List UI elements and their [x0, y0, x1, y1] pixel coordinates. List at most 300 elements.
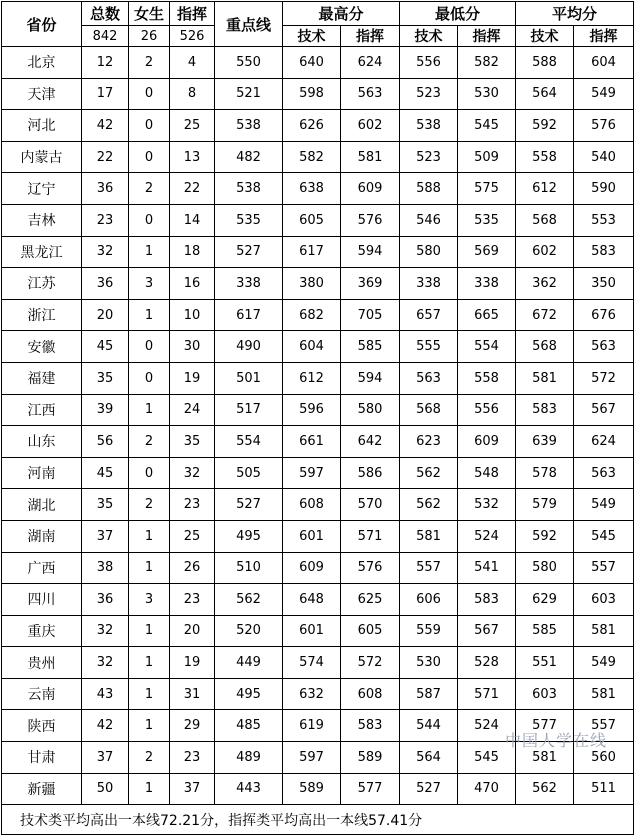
- table-row: [2, 299, 634, 331]
- lowest-tech-cell: 562: [400, 489, 458, 521]
- directive-cell: 4: [170, 47, 215, 79]
- highest-tech-cell: 574: [283, 647, 341, 679]
- province-cell: 新疆: [2, 773, 82, 805]
- average-cmd-cell: 576: [574, 110, 634, 142]
- female-cell: 1: [129, 520, 170, 552]
- total-cell: 17: [82, 78, 129, 110]
- lowest-cmd-cell: 556: [458, 394, 516, 426]
- average-cmd-cell: 583: [574, 236, 634, 268]
- average-cmd-cell: 549: [574, 647, 634, 679]
- average-tech-cell: 362: [516, 268, 574, 300]
- lowest-cmd-cell: 545: [458, 110, 516, 142]
- table-row: [2, 394, 634, 426]
- total-cell: 32: [82, 615, 129, 647]
- total-cell: 50: [82, 773, 129, 805]
- col-header-directive: 指挥: [170, 2, 215, 26]
- highest-tech-cell: 589: [283, 773, 341, 805]
- highest-tech-cell: 617: [283, 236, 341, 268]
- directive-cell: 32: [170, 457, 215, 489]
- highest-cmd-cell: 609: [341, 173, 400, 205]
- table-row: [2, 647, 634, 679]
- province-cell: 广西: [2, 552, 82, 584]
- highest-tech-cell: 608: [283, 489, 341, 521]
- average-cmd-header: 指挥: [574, 26, 634, 47]
- average-tech-cell: 581: [516, 362, 574, 394]
- total-cell: 20: [82, 299, 129, 331]
- highest-cmd-cell: 583: [341, 710, 400, 742]
- lowest-cmd-cell: 558: [458, 362, 516, 394]
- lowest-tech-cell: 657: [400, 299, 458, 331]
- total-cell: 37: [82, 520, 129, 552]
- average-cmd-cell: 557: [574, 552, 634, 584]
- lowest-cmd-cell: 583: [458, 584, 516, 616]
- key-line-cell: 495: [215, 520, 283, 552]
- table-row: [2, 678, 634, 710]
- lowest-tech-cell: 580: [400, 236, 458, 268]
- lowest-tech-cell: 559: [400, 615, 458, 647]
- table-row: [2, 552, 634, 584]
- lowest-cmd-cell: 665: [458, 299, 516, 331]
- total-cell: 35: [82, 362, 129, 394]
- average-tech-cell: 568: [516, 331, 574, 363]
- lowest-cmd-cell: 509: [458, 141, 516, 173]
- directive-cell: 18: [170, 236, 215, 268]
- female-cell: 2: [129, 742, 170, 774]
- lowest-cmd-cell: 532: [458, 489, 516, 521]
- lowest-tech-cell: 563: [400, 362, 458, 394]
- total-cell: 45: [82, 331, 129, 363]
- highest-tech-cell: 605: [283, 204, 341, 236]
- lowest-tech-cell: 606: [400, 584, 458, 616]
- directive-cell: 29: [170, 710, 215, 742]
- lowest-cmd-cell: 569: [458, 236, 516, 268]
- province-cell: 安徽: [2, 331, 82, 363]
- lowest-cmd-header: 指挥: [458, 26, 516, 47]
- province-cell: 吉林: [2, 204, 82, 236]
- total-cell: 36: [82, 268, 129, 300]
- female-cell: 1: [129, 710, 170, 742]
- header-row: [2, 2, 634, 26]
- table-row: [2, 426, 634, 458]
- female-cell: 1: [129, 236, 170, 268]
- average-cmd-cell: 560: [574, 742, 634, 774]
- key-line-cell: 443: [215, 773, 283, 805]
- directive-cell: 19: [170, 362, 215, 394]
- highest-tech-cell: 640: [283, 47, 341, 79]
- table-row: [2, 520, 634, 552]
- highest-cmd-cell: 572: [341, 647, 400, 679]
- average-cmd-cell: 350: [574, 268, 634, 300]
- province-cell: 黑龙江: [2, 236, 82, 268]
- average-tech-cell: 580: [516, 552, 574, 584]
- lowest-tech-cell: 523: [400, 78, 458, 110]
- highest-tech-cell: 597: [283, 457, 341, 489]
- province-cell: 甘肃: [2, 742, 82, 774]
- subheader-row: [2, 26, 634, 47]
- col-header-province: 省份: [2, 2, 82, 47]
- total-cell: 45: [82, 457, 129, 489]
- table-body: [2, 47, 634, 805]
- female-cell: 2: [129, 173, 170, 205]
- directive-cell: 20: [170, 615, 215, 647]
- highest-tech-cell: 598: [283, 78, 341, 110]
- total-sum: 842: [82, 26, 129, 47]
- table-row: [2, 331, 634, 363]
- key-line-cell: 517: [215, 394, 283, 426]
- female-cell: 1: [129, 647, 170, 679]
- average-cmd-cell: 676: [574, 299, 634, 331]
- lowest-cmd-cell: 548: [458, 457, 516, 489]
- highest-tech-header: 技术: [283, 26, 341, 47]
- key-line-cell: 510: [215, 552, 283, 584]
- table-row: [2, 78, 634, 110]
- female-cell: 3: [129, 584, 170, 616]
- highest-tech-cell: 604: [283, 331, 341, 363]
- total-cell: 43: [82, 678, 129, 710]
- directive-cell: 24: [170, 394, 215, 426]
- female-cell: 2: [129, 426, 170, 458]
- key-line-cell: 550: [215, 47, 283, 79]
- average-cmd-cell: 540: [574, 141, 634, 173]
- average-tech-cell: 578: [516, 457, 574, 489]
- highest-cmd-cell: 580: [341, 394, 400, 426]
- lowest-cmd-cell: 567: [458, 615, 516, 647]
- table-row: [2, 141, 634, 173]
- highest-cmd-cell: 571: [341, 520, 400, 552]
- note-row: [2, 805, 634, 835]
- lowest-cmd-cell: 545: [458, 742, 516, 774]
- key-line-cell: 490: [215, 331, 283, 363]
- female-cell: 0: [129, 362, 170, 394]
- lowest-cmd-cell: 530: [458, 78, 516, 110]
- province-cell: 湖南: [2, 520, 82, 552]
- female-cell: 1: [129, 552, 170, 584]
- lowest-tech-cell: 546: [400, 204, 458, 236]
- directive-cell: 23: [170, 584, 215, 616]
- highest-tech-cell: 596: [283, 394, 341, 426]
- female-cell: 1: [129, 394, 170, 426]
- lowest-cmd-cell: 535: [458, 204, 516, 236]
- table-row: [2, 615, 634, 647]
- directive-cell: 31: [170, 678, 215, 710]
- lowest-tech-cell: 556: [400, 47, 458, 79]
- lowest-tech-cell: 538: [400, 110, 458, 142]
- highest-cmd-cell: 624: [341, 47, 400, 79]
- highest-tech-cell: 648: [283, 584, 341, 616]
- average-cmd-cell: 603: [574, 584, 634, 616]
- highest-cmd-cell: 642: [341, 426, 400, 458]
- lowest-tech-cell: 338: [400, 268, 458, 300]
- average-cmd-cell: 557: [574, 710, 634, 742]
- average-cmd-cell: 545: [574, 520, 634, 552]
- female-sum: 26: [129, 26, 170, 47]
- highest-cmd-cell: 570: [341, 489, 400, 521]
- highest-tech-cell: 638: [283, 173, 341, 205]
- highest-tech-cell: 626: [283, 110, 341, 142]
- female-cell: 0: [129, 204, 170, 236]
- average-tech-cell: 583: [516, 394, 574, 426]
- province-cell: 江西: [2, 394, 82, 426]
- province-cell: 山东: [2, 426, 82, 458]
- highest-cmd-cell: 576: [341, 204, 400, 236]
- directive-cell: 8: [170, 78, 215, 110]
- highest-tech-cell: 682: [283, 299, 341, 331]
- female-cell: 1: [129, 299, 170, 331]
- province-cell: 重庆: [2, 615, 82, 647]
- highest-cmd-cell: 605: [341, 615, 400, 647]
- key-line-cell: 521: [215, 78, 283, 110]
- table-row: [2, 362, 634, 394]
- table-row: [2, 47, 634, 79]
- key-line-cell: 520: [215, 615, 283, 647]
- lowest-tech-cell: 587: [400, 678, 458, 710]
- key-line-cell: 505: [215, 457, 283, 489]
- highest-tech-cell: 609: [283, 552, 341, 584]
- highest-tech-cell: 582: [283, 141, 341, 173]
- key-line-cell: 482: [215, 141, 283, 173]
- province-cell: 四川: [2, 584, 82, 616]
- province-cell: 河南: [2, 457, 82, 489]
- average-tech-cell: 588: [516, 47, 574, 79]
- average-tech-header: 技术: [516, 26, 574, 47]
- key-line-cell: 535: [215, 204, 283, 236]
- highest-cmd-cell: 608: [341, 678, 400, 710]
- table-row: [2, 457, 634, 489]
- female-cell: 0: [129, 331, 170, 363]
- lowest-tech-cell: 568: [400, 394, 458, 426]
- lowest-tech-cell: 544: [400, 710, 458, 742]
- table-row: [2, 268, 634, 300]
- lowest-cmd-cell: 571: [458, 678, 516, 710]
- total-cell: 35: [82, 489, 129, 521]
- average-tech-cell: 603: [516, 678, 574, 710]
- total-cell: 36: [82, 173, 129, 205]
- directive-cell: 23: [170, 489, 215, 521]
- female-cell: 0: [129, 141, 170, 173]
- average-tech-cell: 592: [516, 520, 574, 552]
- lowest-tech-cell: 555: [400, 331, 458, 363]
- province-cell: 河北: [2, 110, 82, 142]
- average-cmd-cell: 511: [574, 773, 634, 805]
- key-line-cell: 495: [215, 678, 283, 710]
- average-cmd-cell: 572: [574, 362, 634, 394]
- key-line-cell: 501: [215, 362, 283, 394]
- total-cell: 36: [82, 584, 129, 616]
- key-line-cell: 527: [215, 489, 283, 521]
- total-cell: 23: [82, 204, 129, 236]
- lowest-tech-cell: 527: [400, 773, 458, 805]
- col-header-total: 总数: [82, 2, 129, 26]
- total-cell: 39: [82, 394, 129, 426]
- average-tech-cell: 581: [516, 742, 574, 774]
- highest-tech-cell: 597: [283, 742, 341, 774]
- table-row: [2, 236, 634, 268]
- admission-scores-table: [1, 1, 634, 835]
- directive-cell: 16: [170, 268, 215, 300]
- lowest-tech-cell: 581: [400, 520, 458, 552]
- lowest-tech-cell: 564: [400, 742, 458, 774]
- table-row: [2, 173, 634, 205]
- highest-cmd-cell: 594: [341, 236, 400, 268]
- lowest-tech-cell: 523: [400, 141, 458, 173]
- total-cell: 22: [82, 141, 129, 173]
- average-cmd-cell: 549: [574, 489, 634, 521]
- directive-cell: 35: [170, 426, 215, 458]
- table-row: [2, 773, 634, 805]
- col-header-lowest: 最低分: [400, 2, 516, 26]
- average-tech-cell: 577: [516, 710, 574, 742]
- key-line-cell: 489: [215, 742, 283, 774]
- average-tech-cell: 579: [516, 489, 574, 521]
- col-header-average: 平均分: [516, 2, 634, 26]
- directive-cell: 22: [170, 173, 215, 205]
- total-cell: 32: [82, 647, 129, 679]
- highest-tech-cell: 601: [283, 520, 341, 552]
- average-cmd-cell: 549: [574, 78, 634, 110]
- total-cell: 37: [82, 742, 129, 774]
- key-line-cell: 538: [215, 173, 283, 205]
- female-cell: 0: [129, 78, 170, 110]
- lowest-cmd-cell: 609: [458, 426, 516, 458]
- highest-cmd-header: 指挥: [341, 26, 400, 47]
- female-cell: 1: [129, 773, 170, 805]
- highest-cmd-cell: 594: [341, 362, 400, 394]
- col-header-key-line: 重点线: [215, 2, 283, 47]
- highest-cmd-cell: 576: [341, 552, 400, 584]
- col-header-female: 女生: [129, 2, 170, 26]
- total-cell: 42: [82, 110, 129, 142]
- province-cell: 北京: [2, 47, 82, 79]
- average-cmd-cell: 624: [574, 426, 634, 458]
- directive-sum: 526: [170, 26, 215, 47]
- directive-cell: 10: [170, 299, 215, 331]
- highest-cmd-cell: 581: [341, 141, 400, 173]
- province-cell: 陕西: [2, 710, 82, 742]
- directive-cell: 25: [170, 520, 215, 552]
- province-cell: 福建: [2, 362, 82, 394]
- female-cell: 0: [129, 110, 170, 142]
- directive-cell: 13: [170, 141, 215, 173]
- key-line-cell: 554: [215, 426, 283, 458]
- lowest-cmd-cell: 338: [458, 268, 516, 300]
- directive-cell: 30: [170, 331, 215, 363]
- average-cmd-cell: 590: [574, 173, 634, 205]
- directive-cell: 14: [170, 204, 215, 236]
- female-cell: 2: [129, 47, 170, 79]
- directive-cell: 25: [170, 110, 215, 142]
- average-cmd-cell: 563: [574, 331, 634, 363]
- key-line-cell: 485: [215, 710, 283, 742]
- highest-tech-cell: 380: [283, 268, 341, 300]
- highest-cmd-cell: 625: [341, 584, 400, 616]
- lowest-cmd-cell: 554: [458, 331, 516, 363]
- lowest-tech-cell: 557: [400, 552, 458, 584]
- province-cell: 江苏: [2, 268, 82, 300]
- key-line-cell: 449: [215, 647, 283, 679]
- total-cell: 38: [82, 552, 129, 584]
- highest-cmd-cell: 585: [341, 331, 400, 363]
- lowest-cmd-cell: 582: [458, 47, 516, 79]
- directive-cell: 26: [170, 552, 215, 584]
- table-row: [2, 489, 634, 521]
- highest-tech-cell: 661: [283, 426, 341, 458]
- average-cmd-cell: 553: [574, 204, 634, 236]
- highest-cmd-cell: 586: [341, 457, 400, 489]
- average-tech-cell: 568: [516, 204, 574, 236]
- highest-tech-cell: 612: [283, 362, 341, 394]
- female-cell: 3: [129, 268, 170, 300]
- lowest-tech-cell: 588: [400, 173, 458, 205]
- highest-cmd-cell: 577: [341, 773, 400, 805]
- average-tech-cell: 629: [516, 584, 574, 616]
- lowest-cmd-cell: 524: [458, 520, 516, 552]
- province-cell: 内蒙古: [2, 141, 82, 173]
- province-cell: 辽宁: [2, 173, 82, 205]
- lowest-tech-cell: 623: [400, 426, 458, 458]
- lowest-cmd-cell: 470: [458, 773, 516, 805]
- average-cmd-cell: 604: [574, 47, 634, 79]
- highest-cmd-cell: 705: [341, 299, 400, 331]
- province-cell: 浙江: [2, 299, 82, 331]
- col-header-highest: 最高分: [283, 2, 400, 26]
- average-tech-cell: 551: [516, 647, 574, 679]
- average-tech-cell: 558: [516, 141, 574, 173]
- average-tech-cell: 562: [516, 773, 574, 805]
- total-cell: 32: [82, 236, 129, 268]
- average-cmd-cell: 563: [574, 457, 634, 489]
- footnote: 技术类平均高出一本线72.21分，指挥类平均高出一本线57.41分: [2, 805, 634, 835]
- key-line-cell: 617: [215, 299, 283, 331]
- average-tech-cell: 639: [516, 426, 574, 458]
- lowest-tech-header: 技术: [400, 26, 458, 47]
- female-cell: 1: [129, 678, 170, 710]
- highest-cmd-cell: 589: [341, 742, 400, 774]
- highest-tech-cell: 619: [283, 710, 341, 742]
- total-cell: 56: [82, 426, 129, 458]
- average-tech-cell: 592: [516, 110, 574, 142]
- key-line-cell: 527: [215, 236, 283, 268]
- average-tech-cell: 612: [516, 173, 574, 205]
- female-cell: 0: [129, 457, 170, 489]
- female-cell: 2: [129, 489, 170, 521]
- province-cell: 天津: [2, 78, 82, 110]
- highest-cmd-cell: 369: [341, 268, 400, 300]
- average-tech-cell: 602: [516, 236, 574, 268]
- lowest-cmd-cell: 524: [458, 710, 516, 742]
- key-line-cell: 562: [215, 584, 283, 616]
- average-tech-cell: 672: [516, 299, 574, 331]
- lowest-cmd-cell: 541: [458, 552, 516, 584]
- highest-tech-cell: 632: [283, 678, 341, 710]
- key-line-cell: 338: [215, 268, 283, 300]
- average-cmd-cell: 581: [574, 615, 634, 647]
- lowest-cmd-cell: 575: [458, 173, 516, 205]
- province-cell: 湖北: [2, 489, 82, 521]
- highest-tech-cell: 601: [283, 615, 341, 647]
- table-row: [2, 584, 634, 616]
- lowest-cmd-cell: 528: [458, 647, 516, 679]
- directive-cell: 23: [170, 742, 215, 774]
- total-cell: 42: [82, 710, 129, 742]
- total-cell: 12: [82, 47, 129, 79]
- lowest-tech-cell: 562: [400, 457, 458, 489]
- lowest-tech-cell: 530: [400, 647, 458, 679]
- watermark: 中国人学在线: [504, 731, 607, 750]
- table-row: [2, 110, 634, 142]
- key-line-cell: 538: [215, 110, 283, 142]
- female-cell: 1: [129, 615, 170, 647]
- highest-cmd-cell: 602: [341, 110, 400, 142]
